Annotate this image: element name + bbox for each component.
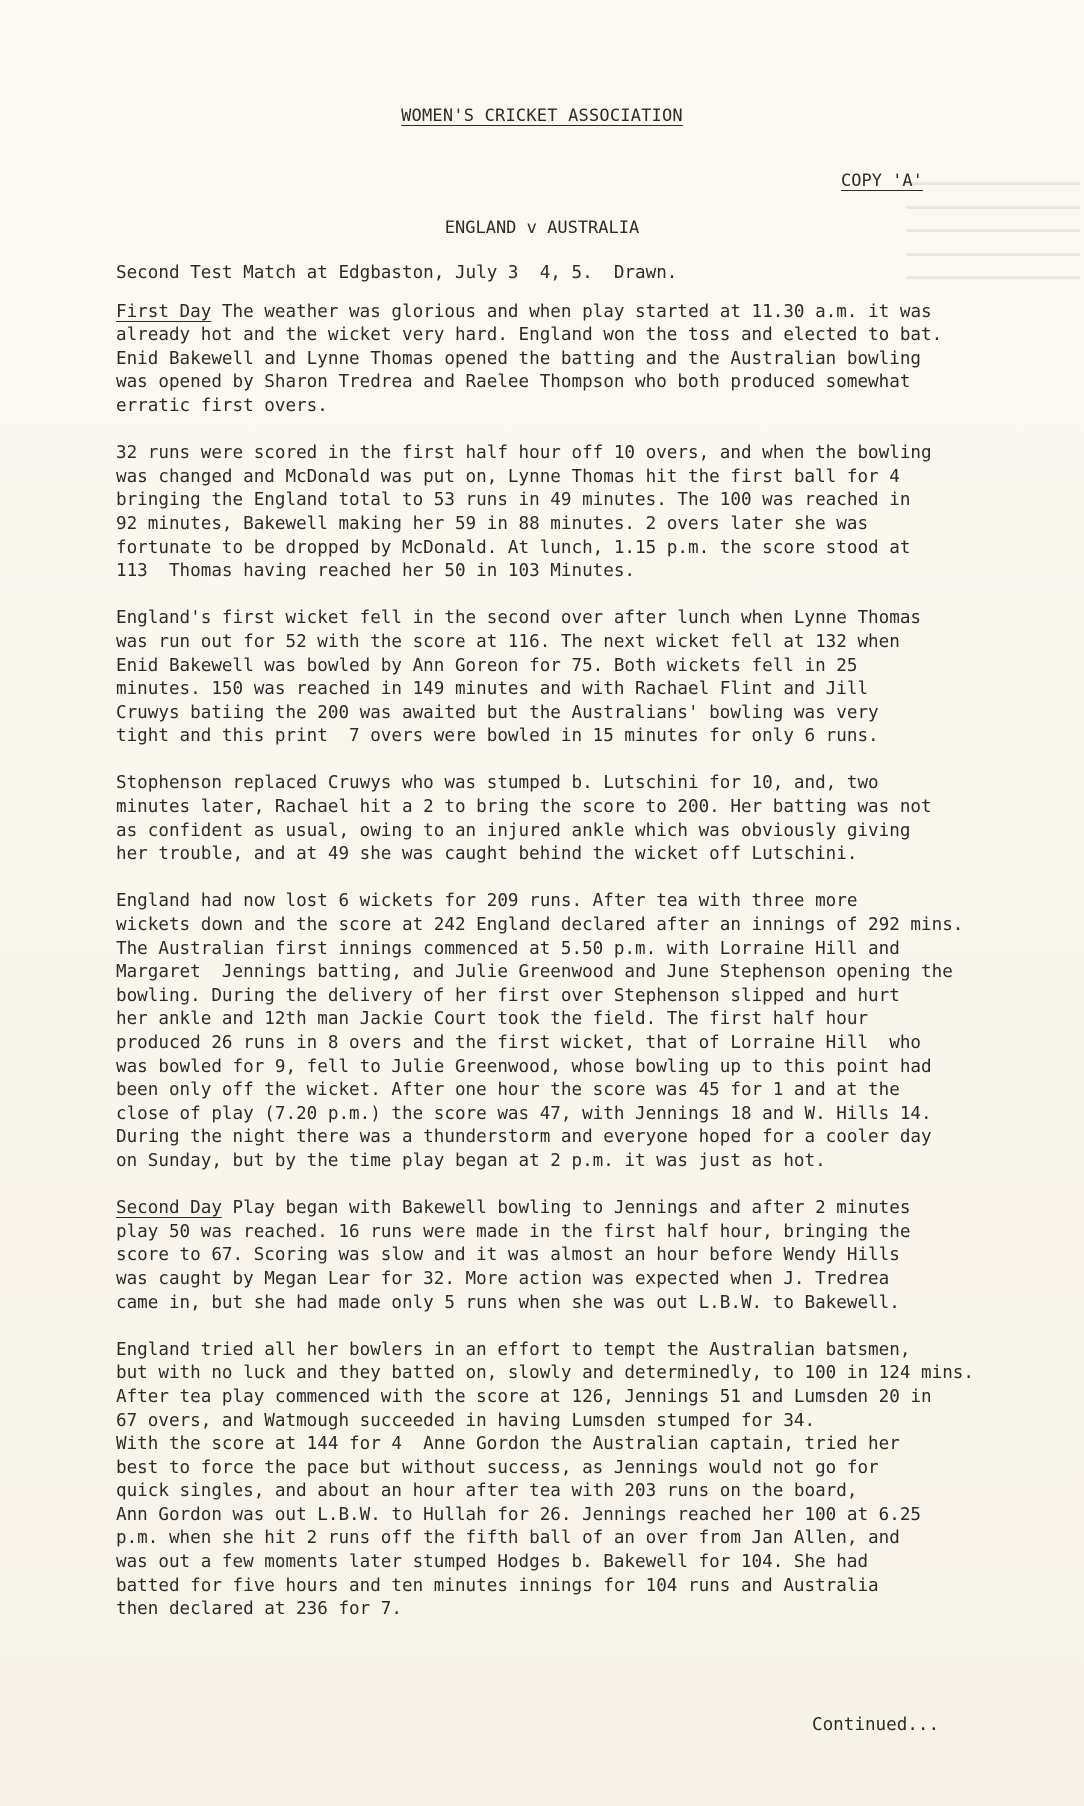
paragraph-first-day bbox=[116, 301, 1046, 419]
reverse-side-bleed-through: ━━━━━━━━━━━━━━━━━━ ━━━━━━━━━━━━━━━━━━ ━━━━━━━━━━━━━━━━━━ ━━━━━━━━━━━━━━━━━━ ━━━━━━━━━━━━━━━━━━ bbox=[906, 174, 1080, 288]
report-body bbox=[116, 262, 1046, 1645]
second-day-text: Play began with Bakewell bowling to Jennings and after 2 minutes play 50 was reached. 16 runs were made in the first half hour, bringing the score to 67. Scoring was slow and it was almost an hour before Wendy Hills was caught by Megan Lear for 32. More action was expected when J. Tredrea came in, but she had made only 5 runs when she was out L.B.W. to Bakewell. bbox=[116, 1198, 911, 1313]
second-day-heading: Second Day bbox=[116, 1198, 222, 1219]
organization-title: WOMEN'S CRICKET ASSOCIATION bbox=[401, 106, 683, 126]
match-summary-line: Second Test Match at Edgbaston, July 3 4, 5. Drawn. bbox=[116, 263, 678, 283]
paragraph-morning-scoring: 32 runs were scored in the first half hour off 10 overs, and when the bowling was changed and McDonald was put on, Lynne Thomas hit the first ball for 4 bringing the England total to 53 runs in 49 minutes. The 100 was reached in 92 minutes, Bakewell making her 59 in 88 minutes. 2 overs later she was fortunate to be dropped by McDonald. At lunch, 1.15 p.m. the score stood at 113 Thomas having reached her 50 in 103 Minutes. bbox=[116, 443, 932, 582]
first-day-heading: First Day bbox=[116, 301, 212, 322]
continued-note: Continued... bbox=[812, 1715, 940, 1735]
copy-label: COPY 'A' bbox=[841, 171, 923, 191]
paragraph-declaration: England had now lost 6 wickets for 209 runs. After tea with three more wickets down and the score at 242 England declared after an innings of 292 mins. The Australian first innings commenced at 5.50 p.m. with Lorraine Hill and Margaret Jennings batting, and Julie Greenwood and June Stephenson opening the bowling. During the delivery of her first over Stephenson slipped and hurt her ankle and 12th man Jackie Court took the field. The first half hour produced 26 runs in 8 overs and the first wicket, that of Lorraine Hill who was bowled for 9, fell to Julie Greenwood, whose bowling up to this point had been only off the wicket. After one hour the score was 45 for 1 and at the close of play (7.20 p.m.) the score was 47, with Jennings 18 and W. Hills 14. During the night there was a thunderstorm and everyone hoped for a cooler day on Sunday, but by the time play began at 2 p.m. it was just as hot. bbox=[116, 891, 964, 1171]
first-day-text: The weather was glorious and when play started at 11.30 a.m. it was already hot and the wicket very hard. England won the toss and elected to bat. Enid Bakewell and Lynne Thomas opened the batting and the Australian bowling was opened by Sharon Tredrea and Raelee Thompson who both produced somewhat erratic first overs. bbox=[116, 301, 943, 416]
match-title: ENGLAND v AUSTRALIA bbox=[444, 218, 640, 238]
paragraph-two-hundred: Stophenson replaced Cruwys who was stumped b. Lutschini for 10, and, two minutes later, Rachael hit a 2 to bring the score to 200. Her batting was not as confident as usual, owing to an injured ankle which was obviously giving her trouble, and at 49 she was caught behind the wicket off Lutschini. bbox=[116, 773, 932, 865]
paragraph-australia-innings: England tried all her bowlers in an effort to tempt the Australian batsmen, but with no luck and they batted on, slowly and determinedly, to 100 in 124 mins. After tea play commenced with the score at 126, Jennings 51 and Lumsden 20 in 67 overs, and Watmough succeeded in having Lumsden stumped for 34. With the score at 144 for 4 Anne Gordon the Australian captain, tried her best to force the pace but without success, as Jennings would not go for quick singles, and about an hour after tea with 203 runs on the board, Ann Gordon was out L.B.W. to Hullah for 26. Jennings reached her 100 at 6.25 p.m. when she hit 2 runs off the fifth ball of an over from Jan Allen, and was out a few moments later stumped Hodges b. Bakewell for 104. She had batted for five hours and ten minutes innings for 104 runs and Australia then declared at 236 for 7. bbox=[116, 1339, 974, 1620]
paragraph-second-day bbox=[116, 1197, 1046, 1315]
paragraph-first-wicket: England's first wicket fell in the second over after lunch when Lynne Thomas was run out for 52 with the score at 116. The next wicket fell at 132 when Enid Bakewell was bowled by Ann Goreon for 75. Both wickets fell in 25 minutes. 150 was reached in 149 minutes and with Rachael Flint and Jill Cruwys batiing the 200 was awaited but the Australians' bowling was very tight and this print 7 overs were bowled in 15 minutes for only 6 runs. bbox=[116, 608, 922, 747]
